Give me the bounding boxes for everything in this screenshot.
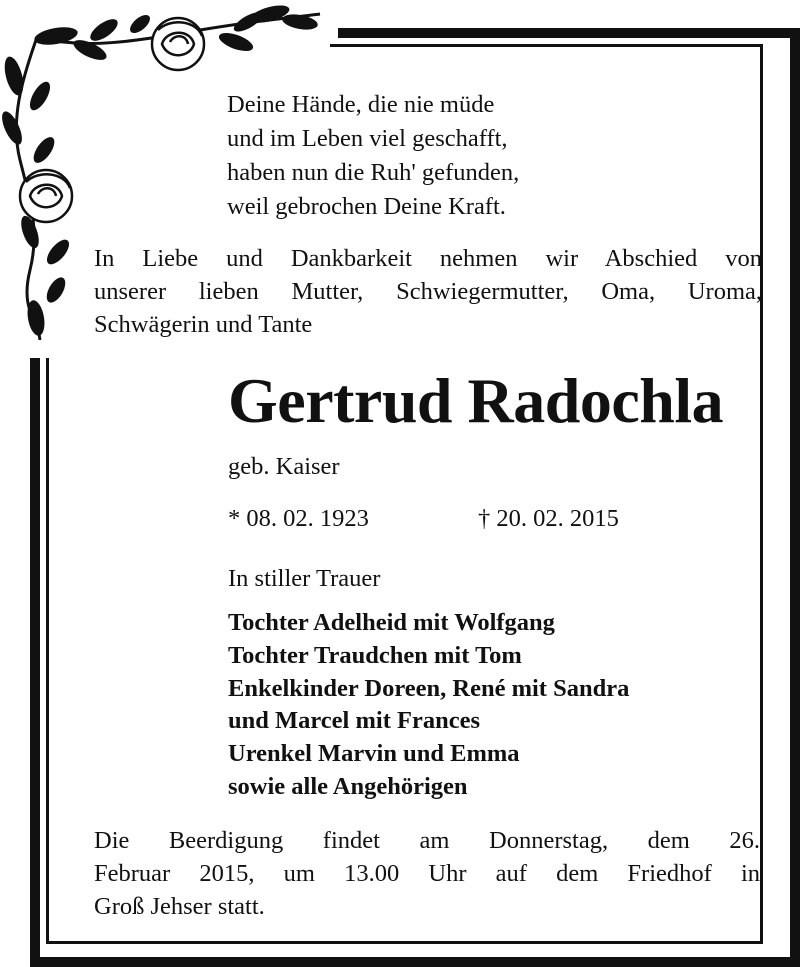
mourner-line: Tochter Adelheid mit Wolfgang [228,609,555,636]
mourner-line: sowie alle Angehörigen [228,772,468,800]
frame-top-inner-line [330,44,762,47]
frame-top-outer-line [338,28,800,38]
frame-bottom-inner-line [46,941,763,944]
mourning-heading: In stiller Trauer [228,565,381,592]
poem-line: Deine Hände, die nie müde [227,91,495,118]
poem [227,88,519,224]
intro-line: In Liebe und Dankbarkeit nehmen wir Abschied von [94,245,762,272]
poem-line: weil gebrochen Deine Kraft. [227,193,506,220]
funeral-notice [94,824,760,923]
mourners-list [228,607,629,804]
poem-line: haben nun die Ruh' gefunden, [227,159,520,186]
mourner-line: und Marcel mit Frances [228,707,480,735]
deceased-name: Gertrud Radochla [228,365,724,436]
birth-date: * 08. 02. 1923 [228,505,369,532]
mourner-line: Tochter Traudchen mit Tom [228,641,522,669]
death-date: † 20. 02. 2015 [478,505,619,532]
intro-line: Schwägerin und Tante [94,311,313,338]
funeral-line: Die Beerdigung findet am Donnerstag, dem 26. [94,827,760,854]
mourner-line: Urenkel Marvin und Emma [228,740,520,768]
intro-line: unserer lieben Mutter, Schwiegermutter, Oma, Uroma, [94,278,762,305]
mourner-line: Enkelkinder Doreen, René mit Sandra [228,674,630,702]
funeral-line: Februar 2015, um 13.00 Uhr auf dem Friedhof in [94,860,760,887]
poem-line: und im Leben viel geschafft, [227,125,508,152]
frame-right-outer-line [790,28,800,967]
frame-bottom-outer-line [30,957,800,967]
maiden-name: geb. Kaiser [228,453,340,480]
funeral-line: Groß Jehser statt. [94,893,265,920]
frame-left-inner-line [46,358,49,944]
frame-left-outer-line [30,358,40,967]
frame-right-inner-line [760,44,763,944]
intro-paragraph [94,242,762,341]
